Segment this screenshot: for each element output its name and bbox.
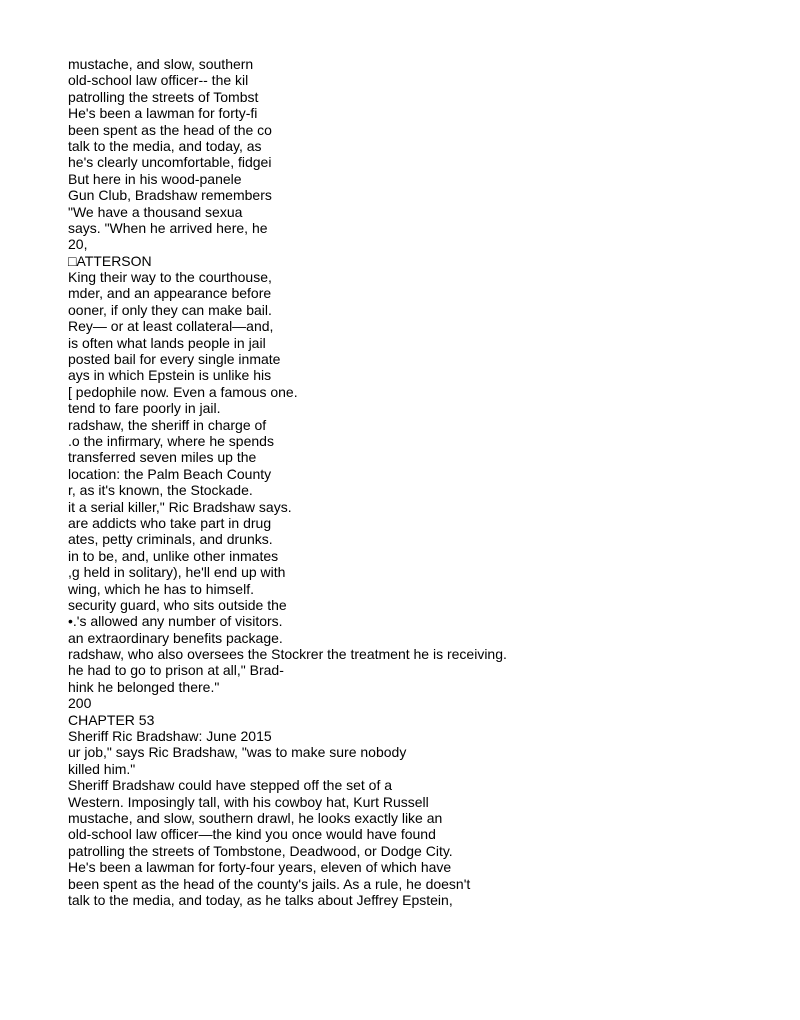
text-line: ates, petty criminals, and drunks. <box>68 531 273 548</box>
text-line: Sheriff Ric Bradshaw: June 2015 <box>68 728 272 745</box>
text-line: talk to the media, and today, as he talks about Jeffrey Epstein, <box>68 891 453 908</box>
text-line: □ATTERSON <box>68 252 152 269</box>
text-line: But here in his wood-panele <box>68 170 242 187</box>
text-line: is often what lands people in jail <box>68 334 266 351</box>
text-line: posted bail for every single inmate <box>68 351 281 368</box>
text-line: 20, <box>68 236 88 253</box>
text-line: hink he belonged there." <box>68 678 220 695</box>
text-line: location: the Palm Beach County <box>68 465 272 482</box>
text-line: an extraordinary benefits package. <box>68 629 283 646</box>
text-line: .o the infirmary, where he spends <box>68 432 274 449</box>
document-text <box>68 56 768 908</box>
text-line: mustache, and slow, southern <box>68 56 254 72</box>
text-line: old-school law officer-- the kil <box>68 72 249 89</box>
text-line: ,g held in solitary), he'll end up with <box>68 564 286 581</box>
text-line: 200 <box>68 695 92 712</box>
text-line: killed him." <box>68 760 136 777</box>
text-line: Sheriff Bradshaw could have stepped off the set of a <box>68 777 393 794</box>
text-line: mustache, and slow, southern drawl, he looks exactly like an <box>68 809 443 826</box>
text-line: patrolling the streets of Tombst <box>68 88 259 105</box>
text-line: radshaw, the sheriff in charge of <box>68 416 267 433</box>
text-line: in to be, and, unlike other inmates <box>68 547 279 564</box>
text-line: tend to fare poorly in jail. <box>68 400 221 417</box>
text-line: radshaw, who also oversees the Stockrer the treatment he is receiving. <box>68 646 507 663</box>
text-line: he had to go to prison at all," Brad- <box>68 662 284 679</box>
text-line: He's been a lawman for forty-four years, eleven of which have <box>68 859 452 876</box>
text-line: Gun Club, Bradshaw remembers <box>68 187 272 204</box>
text-line: ays in which Epstein is unlike his <box>68 367 272 384</box>
text-line: mder, and an appearance before <box>68 285 272 302</box>
text-line: says. "When he arrived here, he <box>68 219 268 236</box>
text-line: wing, which he has to himself. <box>68 580 254 597</box>
text-line: Western. Imposingly tall, with his cowboy hat, Kurt Russell <box>68 793 429 810</box>
text-line: He's been a lawman for forty-fi <box>68 105 258 122</box>
text-line: "We have a thousand sexua <box>68 203 243 220</box>
text-line: it a serial killer," Ric Bradshaw says. <box>68 498 292 515</box>
text-line: transferred seven miles up the <box>68 449 257 466</box>
text-line: Rey— or at least collateral—and, <box>68 318 274 335</box>
text-line: been spent as the head of the county's jails. As a rule, he doesn't <box>68 875 471 892</box>
text-line: [ pedophile now. Even a famous one. <box>68 383 298 400</box>
text-line: King their way to the courthouse, <box>68 269 272 286</box>
text-line: talk to the media, and today, as <box>68 137 262 154</box>
text-line: ooner, if only they can make bail. <box>68 301 272 318</box>
text-line: security guard, who sits outside the <box>68 596 287 613</box>
text-line: •.'s allowed any number of visitors. <box>68 613 283 630</box>
text-line: CHAPTER 53 <box>68 711 155 728</box>
text-line: old-school law officer—the kind you once would have found <box>68 826 436 843</box>
text-line: he's clearly uncomfortable, fidgei <box>68 154 272 171</box>
text-line: patrolling the streets of Tombstone, Deadwood, or Dodge City. <box>68 842 453 859</box>
text-line: been spent as the head of the co <box>68 121 272 138</box>
text-line: ur job," says Ric Bradshaw, "was to make sure nobody <box>68 744 407 761</box>
text-line: are addicts who take part in drug <box>68 514 272 531</box>
text-line: r, as it's known, the Stockade. <box>68 482 253 499</box>
